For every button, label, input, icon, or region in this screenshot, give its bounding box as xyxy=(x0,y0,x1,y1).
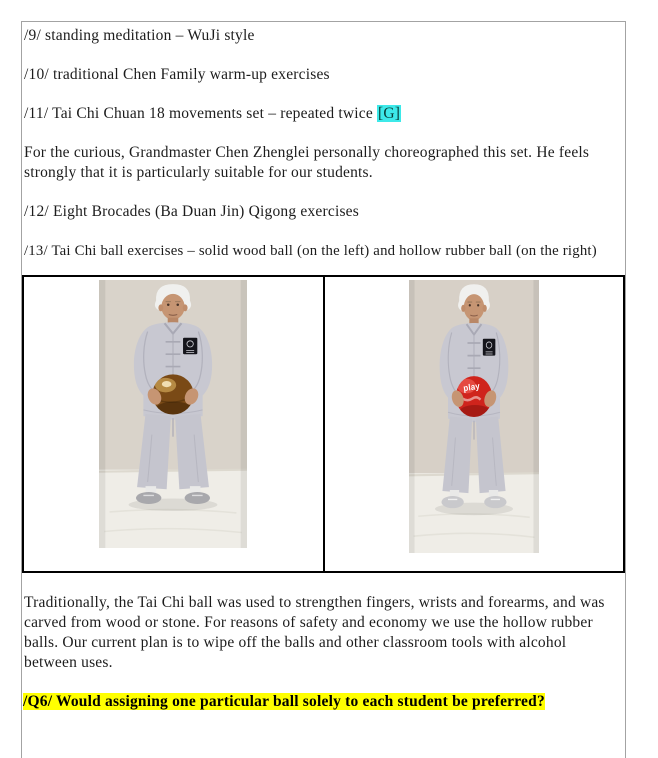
photo-man-with-wood-ball xyxy=(99,280,247,548)
left-shoe xyxy=(136,492,161,504)
note-choreography: For the curious, Grandmaster Chen Zhenglei personally choreographed this set. He feels strongly that it is particularly suitable for our students. xyxy=(24,144,590,181)
left-shoe xyxy=(441,496,463,508)
ball-brand-text: play xyxy=(462,380,481,394)
chest-patch xyxy=(183,338,197,354)
tag-g-highlight: [G] xyxy=(378,105,401,122)
list-item-10: /10/ traditional Chen Family warm-up exercises xyxy=(24,66,330,83)
photo-cell-wood-ball xyxy=(24,277,325,571)
list-item-13: /13/ Tai Chi ball exercises – solid wood ball (on the left) and hollow rubber ball (on the right) xyxy=(24,243,597,259)
list-item-9: /9/ standing meditation – WuJi style xyxy=(24,27,255,44)
right-shoe xyxy=(185,492,210,504)
list-item-11-text: /11/ Tai Chi Chuan 18 movements set – repeated twice xyxy=(24,105,378,122)
photo-cell-rubber-ball xyxy=(325,277,624,571)
document-content-box xyxy=(21,21,626,758)
right-shoe xyxy=(484,496,506,508)
question-6-highlight: /Q6/ Would assigning one particular ball solely to each student be preferred? xyxy=(23,693,545,710)
chest-patch xyxy=(483,339,496,356)
list-item-11 xyxy=(22,104,625,124)
photo-man-with-rubber-ball xyxy=(409,280,539,553)
list-item-12: /12/ Eight Brocades (Ba Duan Jin) Qigong exercises xyxy=(24,203,359,220)
question-6 xyxy=(22,692,625,712)
photo-table xyxy=(22,275,625,573)
note-tradition: Traditionally, the Tai Chi ball was used to strengthen fingers, wrists and forearms, and was carved from wood or stone. For reasons of safety and economy we use the hollow rubber balls. Our current plan is to wipe off the balls and other classroom tools with alcohol between uses. xyxy=(24,594,605,671)
